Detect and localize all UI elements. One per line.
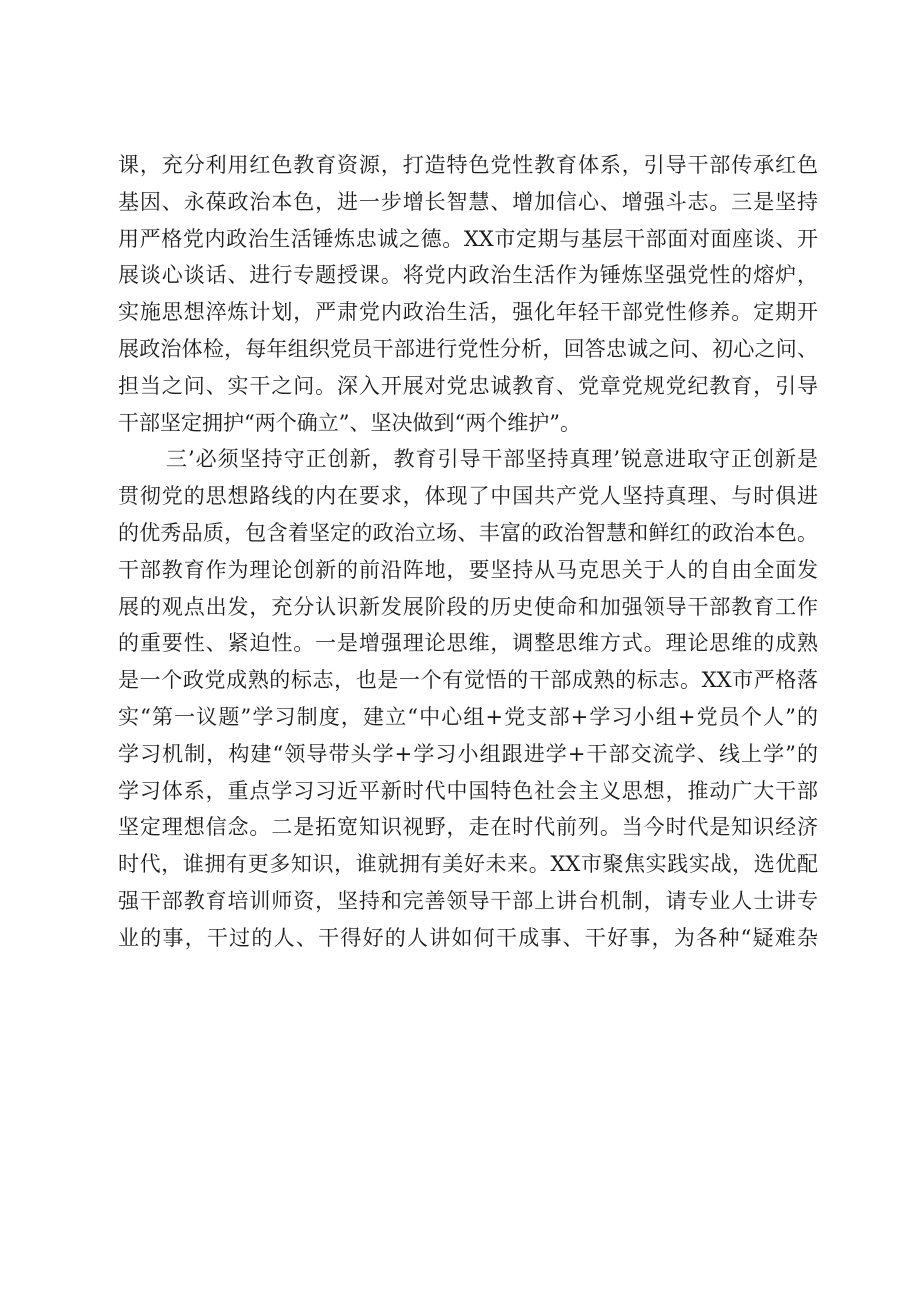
text-line: 坚定理想信念。二是拓宽知识视野，走在时代前列。当今时代是知识经济 [118, 815, 818, 840]
text-line: 干部教育作为理论创新的前沿阵地，要坚持从马克思关于人的自由全面发 [118, 557, 818, 582]
text-line: 强干部教育培训师资，坚持和完善领导干部上讲台机制，请专业人士讲专 [118, 888, 818, 913]
text-line: 是一个政党成熟的标志，也是一个有觉悟的干部成熟的标志。XX市严格落 [118, 668, 818, 693]
text-line: 课，充分利用红色教育资源，打造特色党性教育体系，引导干部传承红色 [118, 153, 818, 177]
text-line: 基因、永葆政治本色，进一步增长智慧、增加信心、增强斗志。三是坚持 [118, 189, 818, 214]
text-line: 的重要性、紧迫性。一是增强理论思维，调整思维方式。理论思维的成熟 [118, 631, 818, 656]
text-line: 的优秀品质，包含着坚定的政治立场、丰富的政治智慧和鲜红的政治本色。 [118, 520, 818, 545]
text-line: 学习体系，重点学习习近平新时代中国特色社会主义思想，推动广大干部 [118, 778, 818, 803]
text-line: 贯彻党的思想路线的内在要求，体现了中国共产党人坚持真理、与时俱进 [118, 484, 818, 509]
text-line: 展谈心谈话、进行专题授课。将党内政治生活作为锤炼坚强党性的熔炉， [118, 263, 818, 288]
text-line: 干部坚定拥护“两个确立”、坚决做到“两个维护”。 [118, 410, 581, 435]
body-text [118, 147, 818, 957]
text-line: 展的观点出发，充分认识新发展阶段的历史使命和加强领导干部教育工作 [118, 594, 818, 619]
section-heading-line: 三’必须坚持守正创新，教育引导干部坚持真理’锐意进取守正创新是 [166, 447, 818, 472]
text-line: 时代，谁拥有更多知识，谁就拥有美好未来。XX市聚焦实践实战，选优配 [118, 852, 818, 877]
text-line: 用严格党内政治生活锤炼忠诚之德。XX市定期与基层干部面对面座谈、开 [118, 226, 818, 251]
text-line: 业的事，干过的人、干得好的人讲如何干成事、干好事，为各种“疑难杂 [118, 925, 818, 950]
text-line: 实施思想淬炼计划，严肃党内政治生活，强化年轻干部党性修养。定期开 [118, 300, 818, 325]
text-line: 担当之问、实干之问。深入开展对党忠诚教育、党章党规党纪教育，引导 [118, 373, 818, 398]
text-line: 实“第一议题”学习制度，建立“中心组+党支部+学习小组+党员个人”的 [118, 704, 818, 729]
text-line: 展政治体检，每年组织党员干部进行党性分析，回答忠诚之问、初心之问、 [118, 336, 818, 361]
text-line: 学习机制，构建“领导带头学+学习小组跟进学+干部交流学、线上学”的 [118, 741, 818, 766]
